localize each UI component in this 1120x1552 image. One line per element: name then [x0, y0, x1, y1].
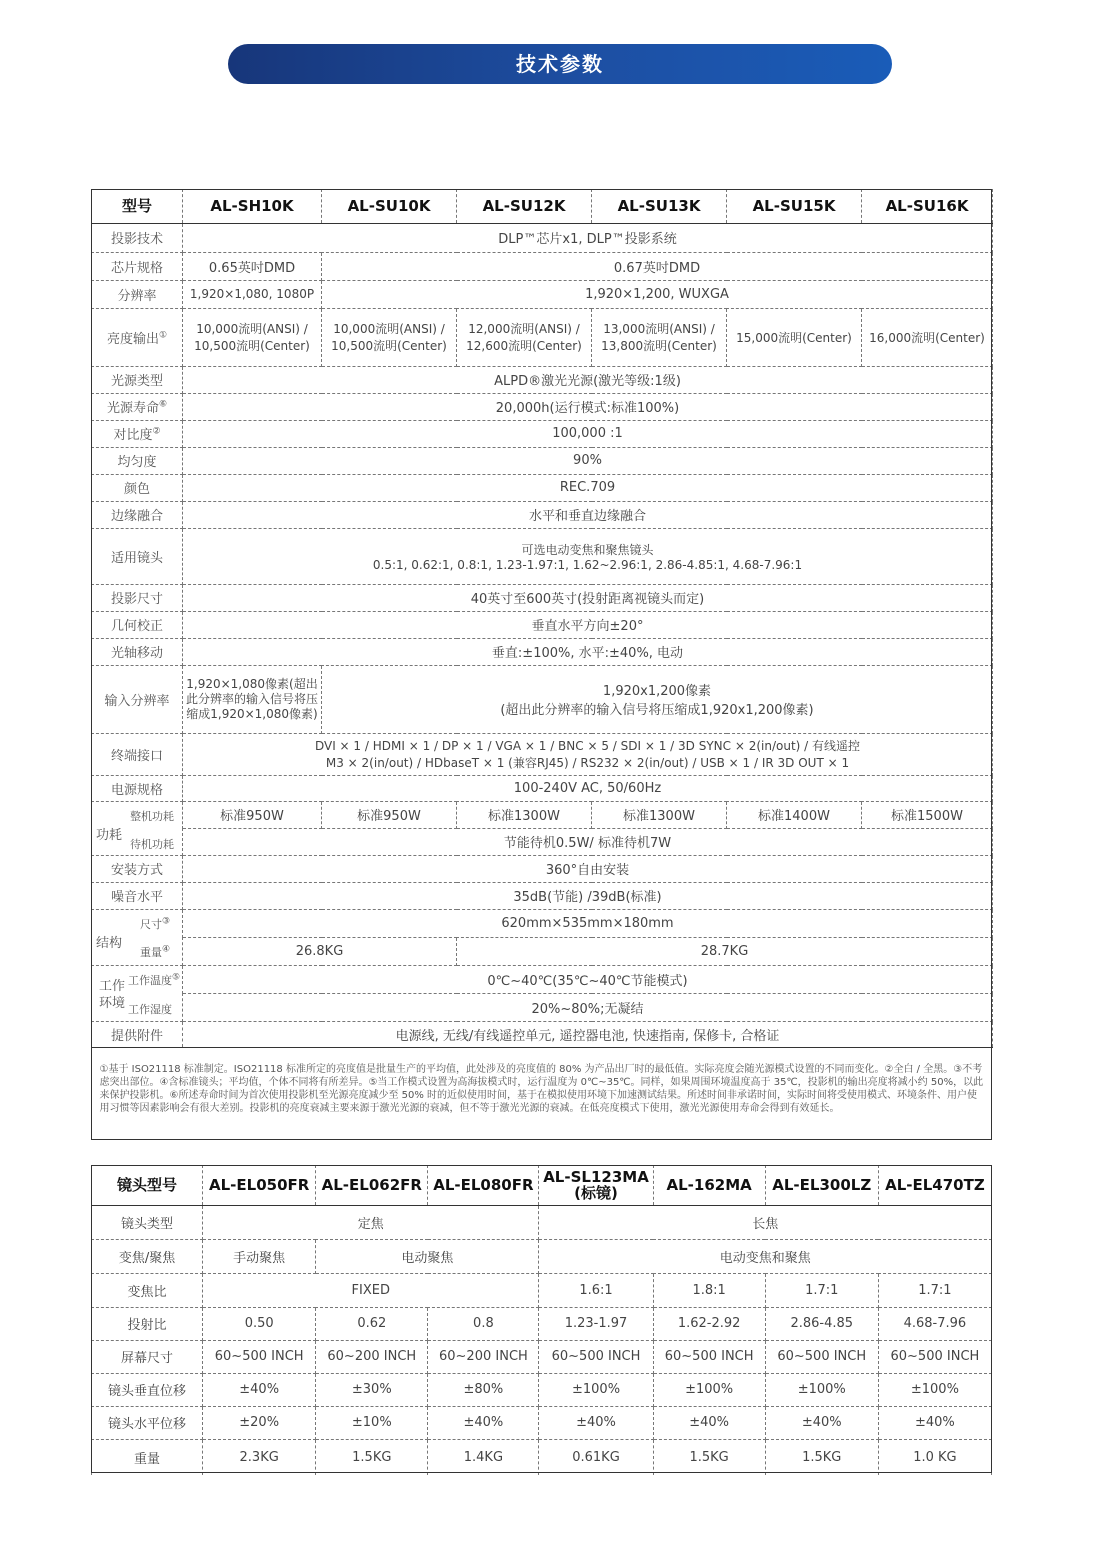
table-row	[92, 801, 993, 828]
row-label: 变焦/聚焦	[92, 1239, 203, 1273]
cell-value: 1.23-1.97	[539, 1307, 653, 1340]
table-row	[92, 665, 993, 733]
cell-value: 1,920×1,200, WUXGA	[322, 280, 993, 308]
cell-value: 垂直:±100%, 水平:±40%, 电动	[183, 638, 993, 665]
cell-value: 电动变焦和聚焦	[539, 1239, 992, 1273]
value-line: 可选电动变焦和聚焦镜头	[521, 542, 654, 557]
cell-value	[592, 308, 727, 366]
group-label: 功耗	[96, 827, 123, 843]
table-row	[92, 308, 993, 366]
cell-value: 1.8:1	[653, 1273, 765, 1307]
cell-value	[322, 665, 993, 733]
cell-value: 1.7:1	[878, 1273, 991, 1307]
footnotes: ①基于 ISO21118 标准制定。ISO21118 标准所定的亮度值是批量生产的平均值，此处涉及的亮度值的 80% 为产品出厂时的最低值。实际亮度会随光源模式设置的不同而变化。②全白 / 全黑。③不考虑突出部位。④含标准镜头；平均值，个体不同将有所差异。⑤当工作模式设置为高海拔模式时，运行温度为 0℃~35℃。同样，如果周围环境温度高于 35℃，投影机的输出亮度将减小约 50%，以此来保护投影机。⑥所述寿命时间为首次使用投影机至光源亮度减少至 50% 时的近似使用时间，基于在模拟使用环境下加速测试结果。所述时间非承诺时间，实际时间将受使用模式、环境条件、用户使用习惯等因素影响会有很大差别。投影机的亮度衰减主要来源于激光光源的衰减，但不等于激光光源的衰减。在低亮度模式下使用，激光光源使用寿命会得到有效延长。	[99, 1064, 984, 1115]
cell-value: 标准950W	[183, 801, 322, 828]
spec-table	[91, 189, 993, 1131]
page-title-banner: 技术参数	[228, 44, 892, 84]
header-col: AL-SH10K	[183, 189, 322, 223]
row-label: 适用镜头	[92, 528, 183, 584]
cell-value: 35dB(节能) /39dB(标准)	[183, 882, 993, 909]
spec-header-row	[92, 189, 993, 223]
cell-value: 90%	[183, 447, 993, 474]
cell-value: 0.67英吋DMD	[322, 252, 993, 280]
table-row	[92, 584, 993, 611]
cell-value: ±100%	[539, 1373, 653, 1406]
cell-value: 标准1300W	[592, 801, 727, 828]
row-label-group	[92, 801, 183, 855]
sub-label	[140, 944, 170, 960]
header-col: AL-EL050FR	[203, 1165, 316, 1205]
cell-value: 1.5KG	[653, 1439, 765, 1475]
cell-value: 60~200 INCH	[316, 1340, 428, 1373]
cell-value: 1,920×1,080像素(超出此分辨率的输入信号将压缩成1,920×1,080像素)	[183, 665, 322, 733]
table-row	[92, 252, 993, 280]
cell-value: 标准1500W	[862, 801, 993, 828]
table-row	[92, 733, 993, 775]
value-line: 1,920x1,200像素	[602, 684, 712, 699]
cell-value: ±10%	[316, 1406, 428, 1439]
table-row	[92, 775, 993, 801]
group-label: 结构	[96, 935, 123, 951]
lens-table	[91, 1165, 992, 1475]
cell-value	[322, 308, 457, 366]
row-label: 提供附件	[92, 1021, 183, 1047]
header-col: AL-162MA	[653, 1165, 765, 1205]
group-label: 工作环境	[98, 978, 125, 1011]
row-label: 终端接口	[92, 733, 183, 775]
table-row	[92, 223, 993, 252]
row-label: 安装方式	[92, 855, 183, 882]
header-model: 型号	[92, 189, 183, 223]
row-label-group	[92, 965, 183, 1021]
cell-value: 0.65英吋DMD	[183, 252, 322, 280]
table-row	[92, 1307, 992, 1340]
value-line: 10,500流明(Center)	[194, 339, 310, 353]
value-line: 10,500流明(Center)	[331, 339, 447, 353]
label-text: 重量	[140, 945, 162, 959]
cell-value	[183, 733, 993, 775]
row-label: 屏幕尺寸	[92, 1340, 203, 1373]
row-label: 光轴移动	[92, 638, 183, 665]
header-lens-model: 镜头型号	[92, 1165, 203, 1205]
cell-value: ±40%	[765, 1406, 878, 1439]
cell-value: ±100%	[653, 1373, 765, 1406]
header-line: AL-SL123MA	[543, 1167, 649, 1186]
cell-value: 0.8	[428, 1307, 539, 1340]
row-label: 电源规格	[92, 775, 183, 801]
cell-value: 标准1300W	[457, 801, 592, 828]
cell-value: ±100%	[878, 1373, 991, 1406]
footnote-mark: ④	[162, 943, 171, 954]
cell-value: ±100%	[765, 1373, 878, 1406]
cell-value: DLP™芯片x1, DLP™投影系统	[183, 223, 993, 252]
value-line: 12,600流明(Center)	[466, 339, 582, 353]
cell-value: 60~500 INCH	[539, 1340, 653, 1373]
cell-value: 1.5KG	[765, 1439, 878, 1475]
table-row	[92, 1439, 992, 1475]
cell-value: 360°自由安装	[183, 855, 993, 882]
table-row	[92, 611, 993, 638]
header-col: AL-SU12K	[457, 189, 592, 223]
table-row	[92, 447, 993, 474]
table-row	[92, 366, 993, 393]
table-row	[92, 1273, 992, 1307]
row-label	[92, 393, 183, 420]
table-row	[92, 393, 993, 420]
cell-value: 40英寸至600英寸(投射距离视镜头而定)	[183, 584, 993, 611]
label-text: 对比度	[113, 428, 153, 443]
footnote-mark: ⑥	[158, 399, 168, 410]
cell-value	[183, 528, 993, 584]
cell-value: 标准1400W	[727, 801, 862, 828]
header-col: AL-EL470TZ	[878, 1165, 991, 1205]
value-line: DVI × 1 / HDMI × 1 / DP × 1 / VGA × 1 / BNC × 5 / SDI × 1 / 3D SYNC × 2(in/out) / 有线遥控	[314, 739, 861, 753]
table-row	[92, 937, 993, 965]
table-row	[92, 501, 993, 528]
cell-value: 100-240V AC, 50/60Hz	[183, 775, 993, 801]
cell-value: ±80%	[428, 1373, 539, 1406]
row-label: 芯片规格	[92, 252, 183, 280]
cell-value: 20,000h(运行模式:标准100%)	[183, 393, 993, 420]
row-label: 投射比	[92, 1307, 203, 1340]
cell-value: 电动聚焦	[316, 1239, 539, 1273]
header-col: AL-EL062FR	[316, 1165, 428, 1205]
table-row	[92, 965, 993, 993]
row-label: 光源类型	[92, 366, 183, 393]
cell-value: 定焦	[203, 1205, 539, 1239]
header-col	[539, 1165, 653, 1205]
label-text: 亮度输出	[106, 331, 159, 347]
value-line: M3 × 2(in/out) / HDbaseT × 1 (兼容RJ45) / RS232 × 2(in/out) / USB × 1 / IR 3D OUT × 1	[325, 756, 850, 770]
value-line: 13,000流明(ANSI) /	[603, 322, 715, 336]
cell-value: 1.0 KG	[878, 1439, 991, 1475]
table-row	[92, 1406, 992, 1439]
sub-label: 工作湿度	[128, 1002, 172, 1016]
footnote-mark: ⑤	[172, 971, 181, 982]
header-col: AL-SU15K	[727, 189, 862, 223]
cell-value: 1.7:1	[765, 1273, 878, 1307]
cell-value: ±40%	[428, 1406, 539, 1439]
table-row	[92, 1021, 993, 1047]
row-label	[92, 308, 183, 366]
cell-value: ALPD®激光光源(激光等级:1级)	[183, 366, 993, 393]
cell-value: 1,920×1,080, 1080P	[183, 280, 322, 308]
cell-value: 4.68-7.96	[878, 1307, 991, 1340]
table-row	[92, 909, 993, 937]
table-row	[92, 1205, 992, 1239]
cell-value: 长焦	[539, 1205, 992, 1239]
cell-value: 2.86-4.85	[765, 1307, 878, 1340]
cell-value: 1.6:1	[539, 1273, 653, 1307]
value-line: 0.5:1, 0.62:1, 0.8:1, 1.23-1.97:1, 1.62~2.96:1, 2.86-4.85:1, 4.68-7.96:1	[372, 557, 803, 572]
label-text: 工作温度	[128, 973, 172, 987]
cell-value: 标准950W	[322, 801, 457, 828]
cell-value: 60~500 INCH	[878, 1340, 991, 1373]
table-row	[92, 528, 993, 584]
table-row	[92, 474, 993, 501]
label-text: 尺寸	[140, 917, 162, 931]
row-label: 镜头类型	[92, 1205, 203, 1239]
row-label: 镜头垂直位移	[92, 1373, 203, 1406]
value-line: 13,800流明(Center)	[601, 339, 717, 353]
row-label: 输入分辨率	[92, 665, 183, 733]
table-row	[92, 420, 993, 447]
sub-label: 待机功耗	[130, 837, 174, 851]
row-label: 几何校正	[92, 611, 183, 638]
cell-value: 0.50	[203, 1307, 316, 1340]
value-line: 10,000流明(ANSI) /	[196, 322, 308, 336]
cell-value: 水平和垂直边缘融合	[183, 501, 993, 528]
cell-value: 垂直水平方向±20°	[183, 611, 993, 638]
table-row	[92, 993, 993, 1021]
sub-label	[128, 972, 180, 988]
cell-value: 15,000流明(Center)	[727, 308, 862, 366]
sub-label	[140, 916, 170, 932]
cell-value: 0℃~40℃(35℃~40℃节能模式)	[183, 965, 993, 993]
row-label: 投影尺寸	[92, 584, 183, 611]
value-line: 10,000流明(ANSI) /	[333, 322, 445, 336]
cell-value: 28.7KG	[457, 937, 993, 965]
cell-value: 60~500 INCH	[203, 1340, 316, 1373]
row-label: 重量	[92, 1439, 203, 1475]
table-row	[92, 1373, 992, 1406]
cell-value: ±40%	[539, 1406, 653, 1439]
cell-value: ±40%	[878, 1406, 991, 1439]
table-row	[92, 1340, 992, 1373]
table-row	[92, 280, 993, 308]
row-label: 分辨率	[92, 280, 183, 308]
footnote-mark: ①	[158, 330, 168, 341]
cell-value: 2.3KG	[203, 1439, 316, 1475]
header-col: AL-SU16K	[862, 189, 993, 223]
cell-value: ±40%	[203, 1373, 316, 1406]
cell-value: 16,000流明(Center)	[862, 308, 993, 366]
header-col: AL-EL300LZ	[765, 1165, 878, 1205]
cell-value: ±20%	[203, 1406, 316, 1439]
table-row	[92, 1239, 992, 1273]
cell-value: 0.61KG	[539, 1439, 653, 1475]
row-label: 投影技术	[92, 223, 183, 252]
cell-value: 0.62	[316, 1307, 428, 1340]
table-row	[92, 882, 993, 909]
table-row	[92, 638, 993, 665]
header-col: AL-SU10K	[322, 189, 457, 223]
cell-value: ±30%	[316, 1373, 428, 1406]
cell-value: 620mm×535mm×180mm	[183, 909, 993, 937]
cell-value: 手动聚焦	[203, 1239, 316, 1273]
row-label: 均匀度	[92, 447, 183, 474]
header-col: AL-SU13K	[592, 189, 727, 223]
row-label: 颜色	[92, 474, 183, 501]
cell-value: 100,000 :1	[183, 420, 993, 447]
cell-value: 60~200 INCH	[428, 1340, 539, 1373]
cell-value: 1.5KG	[316, 1439, 428, 1475]
cell-value: 1.4KG	[428, 1439, 539, 1475]
cell-value: 电源线, 无线/有线遥控单元, 遥控器电池, 快速指南, 保修卡, 合格证	[183, 1021, 993, 1047]
cell-value: 60~500 INCH	[765, 1340, 878, 1373]
row-label: 噪音水平	[92, 882, 183, 909]
cell-value	[183, 308, 322, 366]
lens-header-row	[92, 1165, 992, 1205]
cell-value: 26.8KG	[183, 937, 457, 965]
cell-value: ±40%	[653, 1406, 765, 1439]
row-label: 镜头水平位移	[92, 1406, 203, 1439]
cell-value: FIXED	[203, 1273, 539, 1307]
table-row	[92, 828, 993, 855]
label-text: 光源寿命	[106, 401, 159, 416]
cell-value: 节能待机0.5W/ 标准待机7W	[183, 828, 993, 855]
header-col: AL-EL080FR	[428, 1165, 539, 1205]
sub-label: 整机功耗	[130, 809, 174, 823]
value-line: 12,000流明(ANSI) /	[468, 322, 580, 336]
cell-value: 60~500 INCH	[653, 1340, 765, 1373]
row-label: 边缘融合	[92, 501, 183, 528]
row-label	[92, 420, 183, 447]
row-label-group	[92, 909, 183, 965]
notes-row	[92, 1047, 993, 1131]
row-label: 变焦比	[92, 1273, 203, 1307]
cell-value: 1.62-2.92	[653, 1307, 765, 1340]
header-line: (标镜)	[574, 1183, 618, 1202]
footnote-mark: ②	[152, 426, 161, 437]
cell-value: 20%~80%;无凝结	[183, 993, 993, 1021]
cell-value	[457, 308, 592, 366]
footnote-mark: ③	[162, 915, 171, 926]
value-line: (超出此分辨率的输入信号将压缩成1,920x1,200像素)	[500, 703, 814, 718]
cell-value: REC.709	[183, 474, 993, 501]
table-row	[92, 855, 993, 882]
